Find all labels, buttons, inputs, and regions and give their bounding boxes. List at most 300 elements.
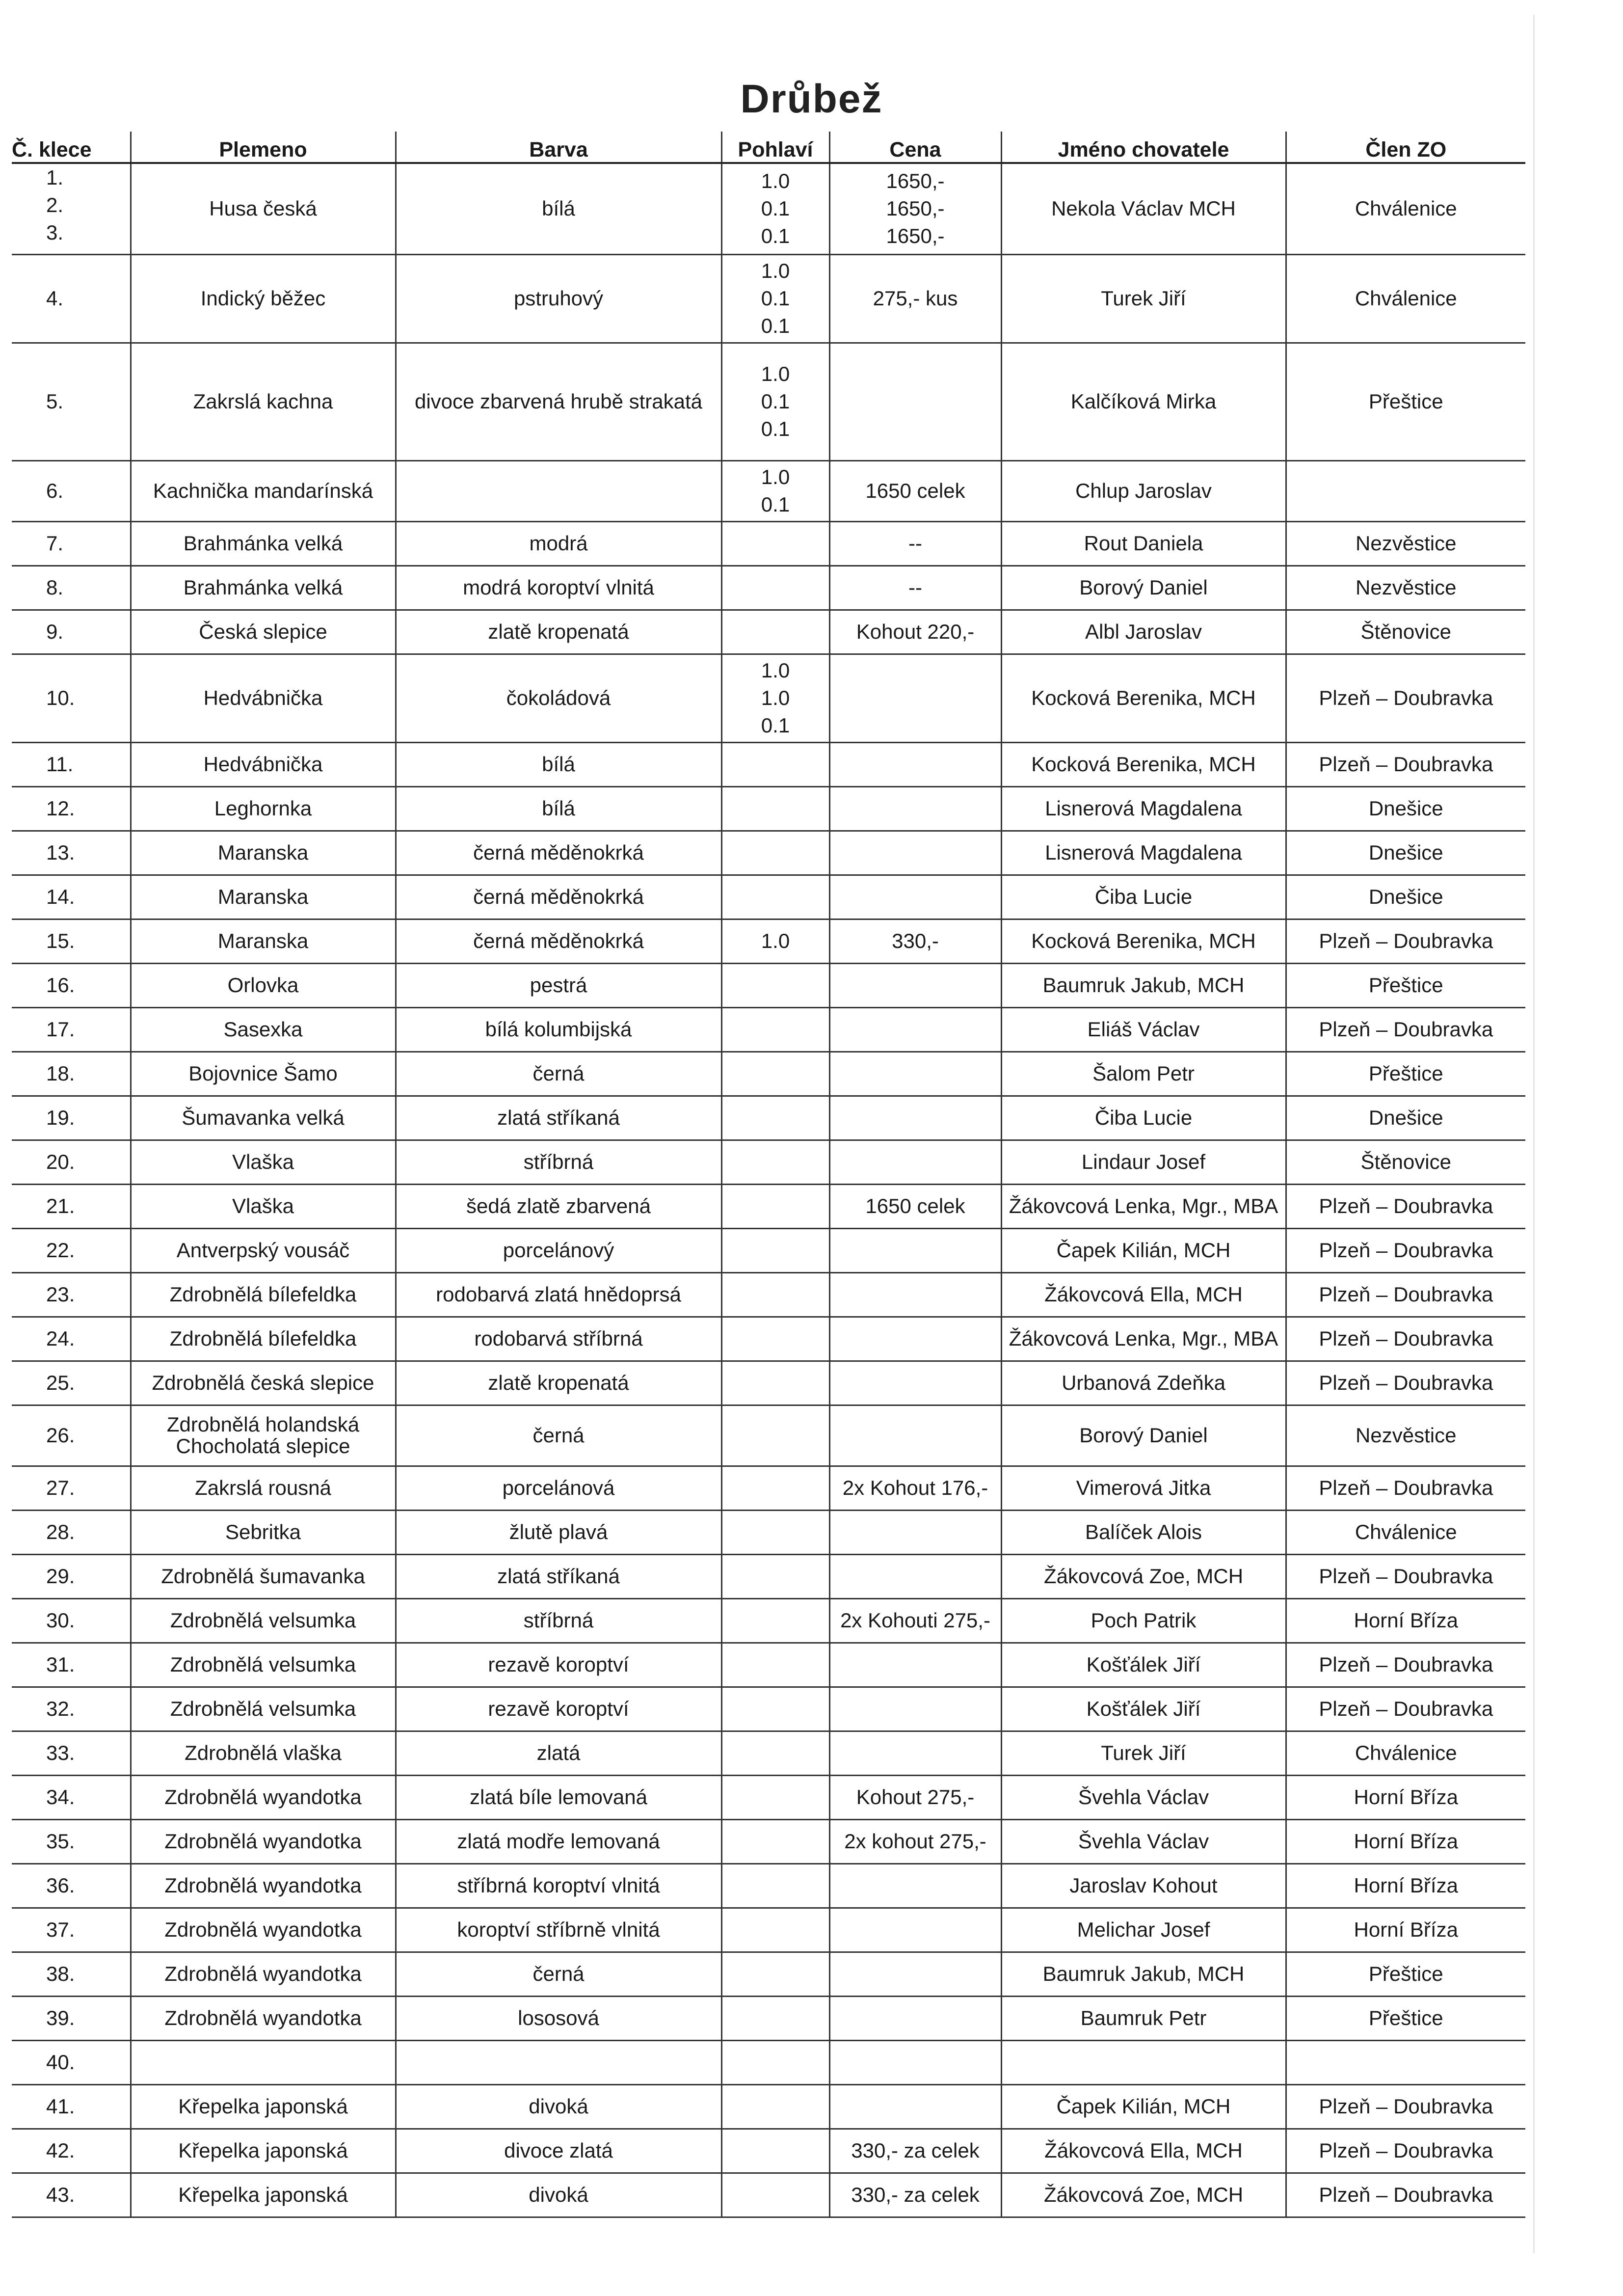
member-club-cell: Chválenice <box>1286 1510 1525 1554</box>
cage-number-cell <box>12 610 131 654</box>
table-row <box>12 1908 1525 1952</box>
cage-number-cell-line: 7. <box>46 532 64 555</box>
sex-cell-line: 1.0 <box>761 659 790 682</box>
breed-cell: Zdrobnělá wyandotka <box>131 1996 396 2040</box>
breed-cell: Zdrobnělá wyandotka <box>131 1775 396 1819</box>
price-cell-line: Kohout 220,- <box>856 620 975 643</box>
column-header: Pohlaví <box>721 132 829 163</box>
breeder-name-cell: Turek Jiří <box>1001 1731 1286 1775</box>
member-club-cell: Chválenice <box>1286 163 1525 254</box>
sex-cell-line: 0.1 <box>761 314 790 337</box>
sex-cell <box>721 1598 829 1643</box>
table-row <box>12 2129 1525 2173</box>
breed-cell: Zdrobnělá šumavanka <box>131 1554 396 1598</box>
cage-number-cell <box>12 566 131 610</box>
breeder-name-cell: Rout Daniela <box>1001 521 1286 566</box>
cage-number-cell <box>12 343 131 460</box>
sex-cell-line: 1.0 <box>761 686 790 709</box>
price-cell <box>829 1184 1001 1228</box>
cage-number-cell <box>12 521 131 566</box>
member-club-cell: Plzeň – Doubravka <box>1286 2084 1525 2129</box>
breeder-name-cell: Čapek Kilián, MCH <box>1001 1228 1286 1272</box>
breeder-name-cell: Lisnerová Magdalena <box>1001 831 1286 875</box>
cage-number-cell <box>12 1228 131 1272</box>
cage-number-cell <box>12 1096 131 1140</box>
member-club-cell: Plzeň – Doubravka <box>1286 1272 1525 1317</box>
cage-number-cell-line: 27. <box>46 1476 75 1499</box>
cage-number-cell <box>12 1405 131 1466</box>
price-cell <box>829 2173 1001 2217</box>
cage-number-cell-line: 15. <box>46 929 75 952</box>
breeder-name-cell: Šalom Petr <box>1001 1052 1286 1096</box>
sex-cell <box>721 1510 829 1554</box>
table-row <box>12 1405 1525 1466</box>
member-club-cell: Přeštice <box>1286 963 1525 1007</box>
breeder-name-cell: Albl Jaroslav <box>1001 610 1286 654</box>
cage-number-cell-line: 22. <box>46 1239 75 1262</box>
member-club-cell: Horní Bříza <box>1286 1775 1525 1819</box>
price-cell-line: 1650 celek <box>865 1194 965 1217</box>
table-row <box>12 1007 1525 1052</box>
table-row <box>12 2173 1525 2217</box>
breed-cell: Husa česká <box>131 163 396 254</box>
sex-cell <box>721 1731 829 1775</box>
breeder-name-cell: Žákovcová Ella, MCH <box>1001 1272 1286 1317</box>
color-cell: černá <box>396 1052 721 1096</box>
color-cell: divoce zlatá <box>396 2129 721 2173</box>
sex-cell <box>721 2129 829 2173</box>
cage-number-cell <box>12 1643 131 1687</box>
sex-cell <box>721 163 829 254</box>
color-cell: divoká <box>396 2173 721 2217</box>
price-cell <box>829 919 1001 963</box>
price-cell-line: Kohout 275,- <box>856 1785 975 1809</box>
breeder-name-cell: Kalčíková Mirka <box>1001 343 1286 460</box>
color-cell: zlatá <box>396 1731 721 1775</box>
cage-number-cell <box>12 1687 131 1731</box>
table-row <box>12 2040 1525 2084</box>
price-cell-line: 330,- za celek <box>851 2139 980 2162</box>
table-row <box>12 254 1525 343</box>
cage-number-cell-line: 19. <box>46 1106 75 1129</box>
member-club-cell: Plzeň – Doubravka <box>1286 1007 1525 1052</box>
member-club-cell: Přeštice <box>1286 1996 1525 2040</box>
cage-number-cell-line: 28. <box>46 1520 75 1543</box>
table-row <box>12 963 1525 1007</box>
member-club-cell: Plzeň – Doubravka <box>1286 2173 1525 2217</box>
breeder-name-cell: Žákovcová Lenka, Mgr., MBA <box>1001 1184 1286 1228</box>
sex-cell <box>721 343 829 460</box>
member-club-cell: Štěnovice <box>1286 1140 1525 1184</box>
breeder-name-cell: Borový Daniel <box>1001 1405 1286 1466</box>
cage-number-cell-line: 42. <box>46 2139 75 2162</box>
breed-cell: Maranska <box>131 831 396 875</box>
color-cell: modrá <box>396 521 721 566</box>
table-row <box>12 875 1525 919</box>
column-header: Člen ZO <box>1286 132 1525 163</box>
breed-cell: Křepelka japonská <box>131 2129 396 2173</box>
table-row <box>12 1775 1525 1819</box>
sex-cell <box>721 1687 829 1731</box>
cage-number-cell <box>12 1007 131 1052</box>
price-cell <box>829 460 1001 521</box>
cage-number-cell <box>12 1361 131 1405</box>
sex-cell <box>721 521 829 566</box>
sex-cell <box>721 1775 829 1819</box>
color-cell: rezavě koroptví <box>396 1643 721 1687</box>
color-cell: divoce zbarvená hrubě strakatá <box>396 343 721 460</box>
cage-number-cell-line: 31. <box>46 1653 75 1676</box>
member-club-cell: Horní Bříza <box>1286 1598 1525 1643</box>
breeder-name-cell: Chlup Jaroslav <box>1001 460 1286 521</box>
sex-cell <box>721 1952 829 1996</box>
breed-cell: Kachnička mandarínská <box>131 460 396 521</box>
breed-cell: Zdrobnělá wyandotka <box>131 1819 396 1864</box>
cage-number-cell <box>12 2173 131 2217</box>
cage-number-cell <box>12 163 131 254</box>
color-cell: zlatá modře lemovaná <box>396 1819 721 1864</box>
breeder-name-cell: Jaroslav Kohout <box>1001 1864 1286 1908</box>
member-club-cell: Plzeň – Doubravka <box>1286 919 1525 963</box>
sex-cell <box>721 1405 829 1466</box>
breed-cell: Zakrslá kachna <box>131 343 396 460</box>
color-cell: stříbrná <box>396 1598 721 1643</box>
cage-number-cell <box>12 2040 131 2084</box>
cage-number-cell-line: 29. <box>46 1565 75 1588</box>
price-cell <box>829 1466 1001 1510</box>
table-row <box>12 654 1525 742</box>
price-cell <box>829 521 1001 566</box>
table-row <box>12 1864 1525 1908</box>
color-cell: zlatá stříkaná <box>396 1554 721 1598</box>
member-club-cell: Plzeň – Doubravka <box>1286 2129 1525 2173</box>
breeder-name-cell: Kocková Berenika, MCH <box>1001 742 1286 786</box>
cage-number-cell <box>12 875 131 919</box>
sex-cell-line: 0.1 <box>761 224 790 248</box>
breed-cell: Hedvábnička <box>131 654 396 742</box>
price-cell <box>829 1096 1001 1140</box>
table-row <box>12 610 1525 654</box>
column-header: Barva <box>396 132 721 163</box>
price-cell <box>829 343 1001 460</box>
sex-cell-line: 0.1 <box>761 287 790 310</box>
breeder-name-cell: Lindaur Josef <box>1001 1140 1286 1184</box>
sex-cell <box>721 1184 829 1228</box>
price-cell-line: 2x Kohouti 275,- <box>840 1609 990 1632</box>
table-row <box>12 163 1525 254</box>
cage-number-cell <box>12 1272 131 1317</box>
sex-cell <box>721 1466 829 1510</box>
price-cell-line: -- <box>908 532 922 555</box>
color-cell: rodobarvá zlatá hnědoprsá <box>396 1272 721 1317</box>
sex-cell <box>721 1819 829 1864</box>
member-club-cell: Dnešice <box>1286 831 1525 875</box>
cage-number-cell <box>12 1140 131 1184</box>
cage-number-cell-line: 23. <box>46 1283 75 1306</box>
table-row <box>12 1554 1525 1598</box>
price-cell <box>829 610 1001 654</box>
color-cell: stříbrná <box>396 1140 721 1184</box>
cage-number-cell-line: 4. <box>46 287 64 310</box>
price-cell <box>829 1272 1001 1317</box>
price-cell <box>829 566 1001 610</box>
breed-cell: Křepelka japonská <box>131 2084 396 2129</box>
cage-number-cell <box>12 460 131 521</box>
breed-cell: Indický běžec <box>131 254 396 343</box>
member-club-cell: Chválenice <box>1286 1731 1525 1775</box>
member-club-cell: Nezvěstice <box>1286 566 1525 610</box>
member-club-cell <box>1286 2040 1525 2084</box>
cage-number-cell <box>12 1731 131 1775</box>
sex-cell <box>721 1052 829 1096</box>
cage-number-cell-line: 25. <box>46 1371 75 1394</box>
price-cell <box>829 654 1001 742</box>
breed-cell: Zdrobnělá velsumka <box>131 1643 396 1687</box>
price-cell <box>829 1908 1001 1952</box>
table-row <box>12 1819 1525 1864</box>
color-cell: zlatě kropenatá <box>396 1361 721 1405</box>
table-row <box>12 1952 1525 1996</box>
cage-number-cell-line: 2. <box>46 193 64 216</box>
breeder-name-cell: Baumruk Jakub, MCH <box>1001 963 1286 1007</box>
cage-number-cell-line: 33. <box>46 1741 75 1764</box>
color-cell: lososová <box>396 1996 721 2040</box>
cage-number-cell <box>12 1952 131 1996</box>
breed-cell: Zdrobnělá wyandotka <box>131 1908 396 1952</box>
member-club-cell: Horní Bříza <box>1286 1908 1525 1952</box>
breed-cell: Bojovnice Šamo <box>131 1052 396 1096</box>
color-cell: porcelánový <box>396 1228 721 1272</box>
price-cell <box>829 1952 1001 1996</box>
color-cell: zlatá stříkaná <box>396 1096 721 1140</box>
breeder-name-cell: Čapek Kilián, MCH <box>1001 2084 1286 2129</box>
cage-number-cell-line: 10. <box>46 686 75 709</box>
price-cell <box>829 1140 1001 1184</box>
breeder-name-cell: Borový Daniel <box>1001 566 1286 610</box>
table-row <box>12 1317 1525 1361</box>
cage-number-cell <box>12 1466 131 1510</box>
color-cell: pestrá <box>396 963 721 1007</box>
member-club-cell: Dnešice <box>1286 786 1525 831</box>
cage-number-cell-line: 1. <box>46 166 64 189</box>
sex-cell-line: 1.0 <box>761 929 790 952</box>
cage-number-cell <box>12 654 131 742</box>
sex-cell-line: 1.0 <box>761 362 790 385</box>
color-cell: bílá <box>396 163 721 254</box>
sex-cell <box>721 254 829 343</box>
sex-cell <box>721 1228 829 1272</box>
breed-cell: Křepelka japonská <box>131 2173 396 2217</box>
exhibitor-table <box>12 132 1525 2218</box>
price-cell <box>829 831 1001 875</box>
table-row <box>12 1598 1525 1643</box>
color-cell <box>396 2040 721 2084</box>
color-cell: zlatě kropenatá <box>396 610 721 654</box>
cage-number-cell-line: 41. <box>46 2095 75 2118</box>
cage-number-cell-line: 24. <box>46 1327 75 1350</box>
table-row <box>12 343 1525 460</box>
member-club-cell: Plzeň – Doubravka <box>1286 1228 1525 1272</box>
cage-number-cell <box>12 1554 131 1598</box>
price-cell <box>829 1731 1001 1775</box>
member-club-cell: Přeštice <box>1286 1952 1525 1996</box>
cage-number-cell-line: 21. <box>46 1194 75 1217</box>
price-cell <box>829 2084 1001 2129</box>
price-cell <box>829 1775 1001 1819</box>
cage-number-cell-line: 8. <box>46 576 64 599</box>
table-row <box>12 1096 1525 1140</box>
member-club-cell <box>1286 460 1525 521</box>
breed-cell: Antverpský vousáč <box>131 1228 396 1272</box>
cage-number-cell-line: 17. <box>46 1018 75 1041</box>
breeder-name-cell: Čiba Lucie <box>1001 875 1286 919</box>
cage-number-cell-line: 18. <box>46 1062 75 1085</box>
table-row <box>12 1643 1525 1687</box>
cage-number-cell <box>12 2084 131 2129</box>
cage-number-cell <box>12 1819 131 1864</box>
breed-cell: Zdrobnělá wyandotka <box>131 1864 396 1908</box>
cage-number-cell <box>12 1317 131 1361</box>
price-cell-line: -- <box>908 576 922 599</box>
sex-cell-line: 0.1 <box>761 417 790 440</box>
color-cell: koroptví stříbrně vlnitá <box>396 1908 721 1952</box>
cage-number-cell-line: 39. <box>46 2006 75 2029</box>
cage-number-cell <box>12 742 131 786</box>
color-cell: bílá kolumbijská <box>396 1007 721 1052</box>
price-cell <box>829 1687 1001 1731</box>
cage-number-cell-line: 12. <box>46 797 75 820</box>
sex-cell <box>721 1643 829 1687</box>
breeder-name-cell: Balíček Alois <box>1001 1510 1286 1554</box>
member-club-cell: Plzeň – Doubravka <box>1286 1361 1525 1405</box>
sex-cell-line: 1.0 <box>761 259 790 282</box>
sex-cell-line: 0.1 <box>761 493 790 516</box>
sex-cell <box>721 786 829 831</box>
color-cell: divoká <box>396 2084 721 2129</box>
price-cell <box>829 1007 1001 1052</box>
cage-number-cell-line: 34. <box>46 1785 75 1809</box>
color-cell: bílá <box>396 742 721 786</box>
price-cell <box>829 1996 1001 2040</box>
table-row <box>12 1510 1525 1554</box>
price-cell-line: 1650,- <box>886 224 945 248</box>
color-cell: rezavě koroptví <box>396 1687 721 1731</box>
cage-number-cell <box>12 2129 131 2173</box>
table-row <box>12 742 1525 786</box>
member-club-cell: Plzeň – Doubravka <box>1286 1184 1525 1228</box>
member-club-cell: Dnešice <box>1286 875 1525 919</box>
breeder-name-cell: Čiba Lucie <box>1001 1096 1286 1140</box>
table-row <box>12 919 1525 963</box>
sex-cell <box>721 963 829 1007</box>
sex-cell <box>721 610 829 654</box>
cage-number-cell-line: 32. <box>46 1697 75 1720</box>
sex-cell <box>721 1908 829 1952</box>
sex-cell <box>721 1554 829 1598</box>
member-club-cell: Plzeň – Doubravka <box>1286 1643 1525 1687</box>
table-row <box>12 1228 1525 1272</box>
column-header: Cena <box>829 132 1001 163</box>
price-cell <box>829 1405 1001 1466</box>
member-club-cell: Plzeň – Doubravka <box>1286 654 1525 742</box>
table-row <box>12 566 1525 610</box>
sex-cell <box>721 2084 829 2129</box>
member-club-cell: Štěnovice <box>1286 610 1525 654</box>
price-cell-line: 1650,- <box>886 169 945 193</box>
cage-number-cell-line: 37. <box>46 1918 75 1941</box>
breed-cell: Zdrobnělá velsumka <box>131 1598 396 1643</box>
breed-cell: Maranska <box>131 919 396 963</box>
sex-cell <box>721 1007 829 1052</box>
cage-number-cell <box>12 1864 131 1908</box>
member-club-cell: Plzeň – Doubravka <box>1286 1687 1525 1731</box>
breed-cell: Brahmánka velká <box>131 521 396 566</box>
table-row <box>12 1272 1525 1317</box>
cage-number-cell-line: 6. <box>46 479 64 502</box>
sex-cell <box>721 1272 829 1317</box>
color-cell: bílá <box>396 786 721 831</box>
column-header: Plemeno <box>131 132 396 163</box>
table-row <box>12 1466 1525 1510</box>
price-cell <box>829 1228 1001 1272</box>
cage-number-cell-line: 5. <box>46 390 64 413</box>
table-row <box>12 786 1525 831</box>
cage-number-cell-line: 3. <box>46 221 64 244</box>
column-header: Č. klece <box>12 132 131 163</box>
color-cell: černá měděnokrká <box>396 831 721 875</box>
member-club-cell: Horní Bříza <box>1286 1864 1525 1908</box>
sex-cell <box>721 460 829 521</box>
member-club-cell: Přeštice <box>1286 343 1525 460</box>
price-cell <box>829 963 1001 1007</box>
price-cell <box>829 786 1001 831</box>
sex-cell <box>721 831 829 875</box>
breed-cell: Sasexka <box>131 1007 396 1052</box>
color-cell: pstruhový <box>396 254 721 343</box>
breeder-name-cell: Poch Patrik <box>1001 1598 1286 1643</box>
breed-cell: Vlaška <box>131 1184 396 1228</box>
cage-number-cell <box>12 1908 131 1952</box>
breeder-name-cell: Kocková Berenika, MCH <box>1001 919 1286 963</box>
sex-cell <box>721 2040 829 2084</box>
breed-cell: Zakrslá rousná <box>131 1466 396 1510</box>
cage-number-cell-line: 13. <box>46 841 75 864</box>
breeder-name-cell: Urbanová Zdeňka <box>1001 1361 1286 1405</box>
sex-cell <box>721 1996 829 2040</box>
breed-cell: Zdrobnělá wyandotka <box>131 1952 396 1996</box>
breeder-name-cell: Baumruk Petr <box>1001 1996 1286 2040</box>
table-row <box>12 1140 1525 1184</box>
price-cell <box>829 2040 1001 2084</box>
price-cell-line: 1650 celek <box>865 479 965 502</box>
color-cell <box>396 460 721 521</box>
table-row <box>12 1731 1525 1775</box>
sex-cell <box>721 1140 829 1184</box>
breed-cell: Zdrobnělá česká slepice <box>131 1361 396 1405</box>
breeder-name-cell: Lisnerová Magdalena <box>1001 786 1286 831</box>
sex-cell <box>721 1096 829 1140</box>
cage-number-cell-line: 40. <box>46 2051 75 2074</box>
cage-number-cell-line: 20. <box>46 1150 75 1173</box>
price-cell-line: 1650,- <box>886 197 945 220</box>
member-club-cell: Nezvěstice <box>1286 521 1525 566</box>
table-row <box>12 1184 1525 1228</box>
breeder-name-cell: Žákovcová Zoe, MCH <box>1001 2173 1286 2217</box>
breeder-name-cell: Švehla Václav <box>1001 1819 1286 1864</box>
price-cell <box>829 875 1001 919</box>
table-body <box>12 163 1525 2217</box>
sex-cell <box>721 875 829 919</box>
